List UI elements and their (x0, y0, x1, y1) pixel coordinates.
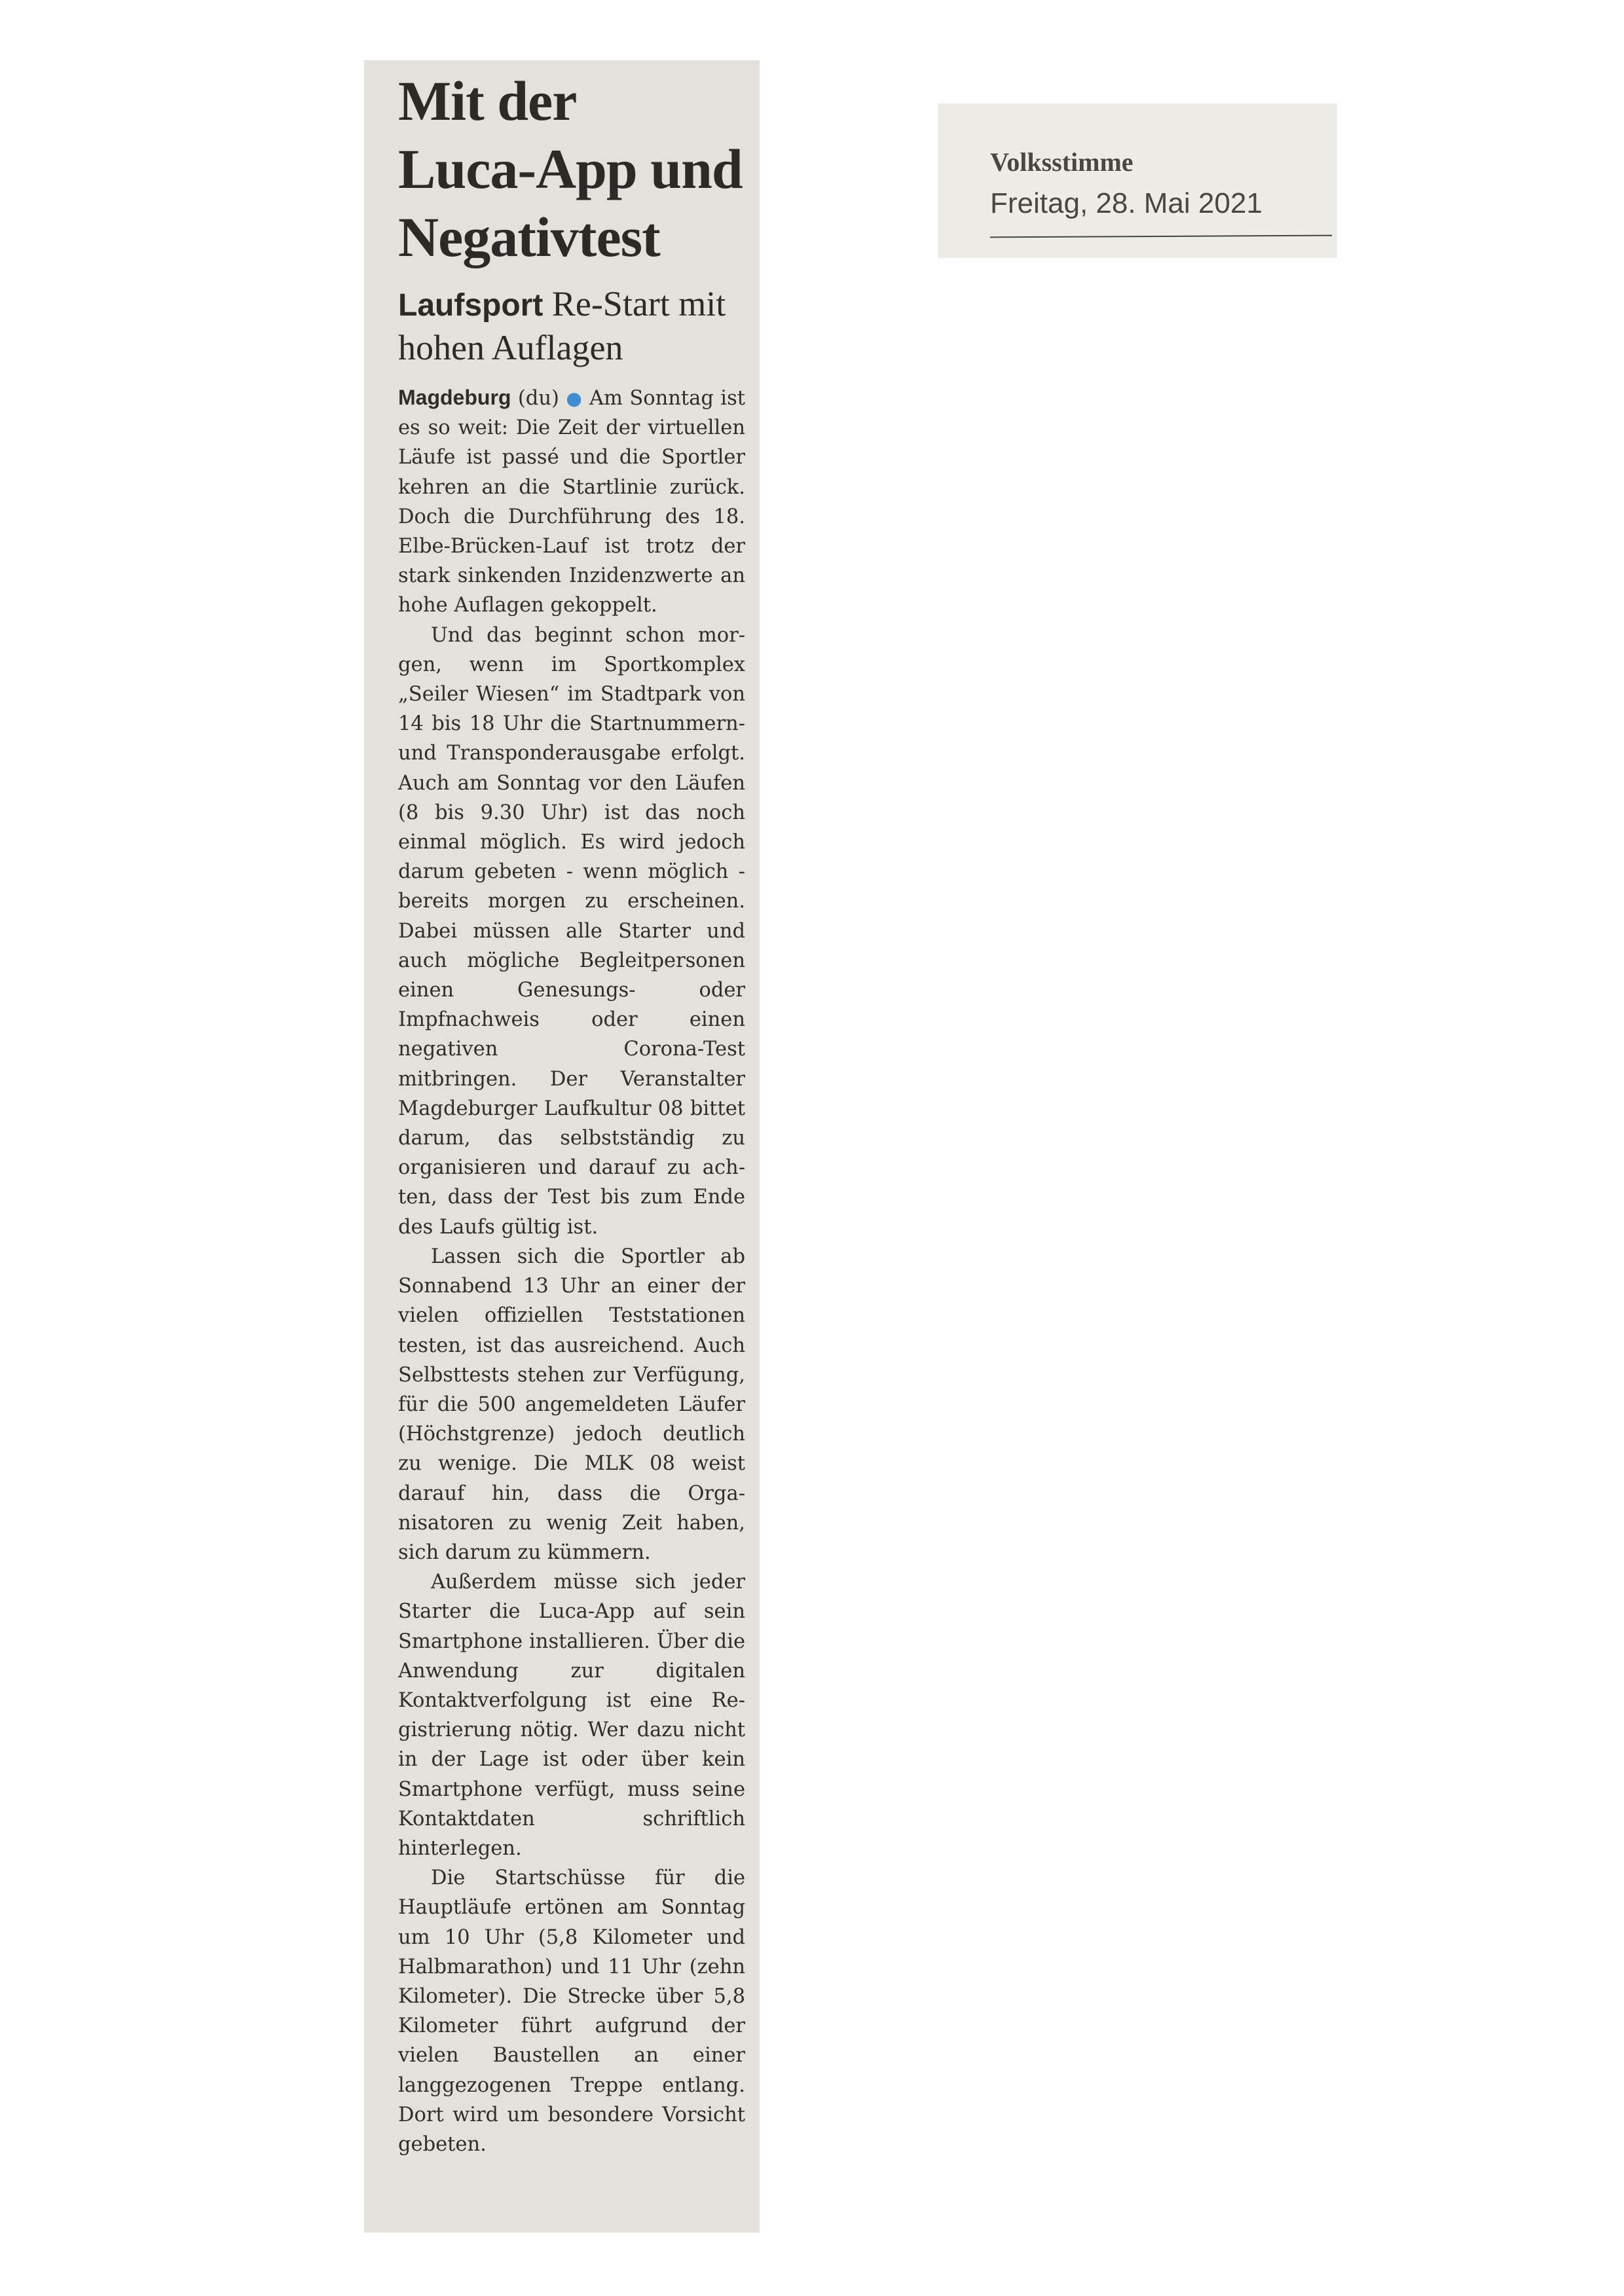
paragraph: Und das beginnt schon morgen, wenn im Sportkomplex „Seiler Wiesen“ im Stadtpark von 14 bis 18 Uhr die Startnummern- und Transponderausgabe erfolgt. Auch am Sonntag vor den Läufen (8 bis 9.30 Uhr) ist das noch einmal möglich. Es wird jedoch darum gebeten - wenn möglich - bereits morgen zu erscheinen. Dabei müssen alle Starter und auch mögliche Begleitpersonen einen Genesungs- oder Impfnachweis oder einen negativen Corona-Test mitbringen. Der Veranstalter Magdeburger Laufkultur 08 bittet darum, das selbstständig zu organisieren und darauf zu achten, dass der Test bis zum Ende des Laufs gültig ist. (398, 623, 745, 1239)
paragraph-text: Am Sonntag ist es so weit: Die Zeit der virtuellen Läufe ist passé und die Sportler kehren an die Startlinie zurück. Doch die Durchführung des 18. Elbe-Brücken-Lauf ist trotz der stark sinkenden Inzidenzwerte an hohe Auflagen gekoppelt. (398, 387, 745, 617)
headline-line: Mit der (398, 69, 577, 132)
subheadline (398, 283, 745, 369)
bullet-icon: ● (566, 388, 583, 409)
divider (990, 235, 1332, 238)
article-body (398, 383, 745, 2159)
subheadline-text: Re-Start mit hohen Auflagen (398, 284, 726, 367)
dateline-suffix: (du) (517, 387, 559, 410)
paragraph: Außerdem müsse sich jeder Starter die Luca-App auf sein Smartphone installieren. Über die Anwendung zur digitalen Kontaktverfolgung ist eine Registrierung nötig. Wer dazu nicht in der Lage ist oder über kein Smartphone verfügt, muss seine Kontaktdaten schriftlich hinterlegen. (398, 1571, 745, 1860)
masthead-clipping (938, 103, 1337, 258)
paragraph (398, 383, 745, 621)
headline-line: Negativtest (398, 206, 660, 268)
headline-line: Luca-App und (398, 137, 743, 200)
newspaper-name: Volksstimme (990, 147, 1134, 177)
dateline: Magdeburg (398, 386, 511, 409)
kicker: Laufsport (398, 288, 544, 323)
article (398, 60, 745, 2159)
paragraph: Die Startschüsse für die Hauptläufe ertönen am Sonntag um 10 Uhr (5,8 Kilometer und Halbmarathon) und 11 Uhr (zehn Kilometer). Die Strecke über 5,8 Kilometer führt aufgrund der vielen Baustellen an einer langgezogenen Treppe entlang. Dort wird um besondere Vorsicht gebeten. (398, 1867, 745, 2156)
paragraph: Lassen sich die Sportler ab Sonnabend 13 Uhr an einer der vielen offiziellen Teststationen testen, ist das ausreichend. Auch Selbsttests stehen zur Verfügung, für die 500 angemeldeten Läufer (Höchstgrenze) jedoch deutlich zu wenige. Die MLK 08 weist darauf hin, dass die Organisatoren zu wenig Zeit haben, sich darum zu kümmern. (398, 1245, 745, 1564)
publication-date: Freitag, 28. Mai 2021 (990, 187, 1263, 219)
newspaper-clipping (364, 60, 760, 2232)
headline (398, 60, 745, 271)
